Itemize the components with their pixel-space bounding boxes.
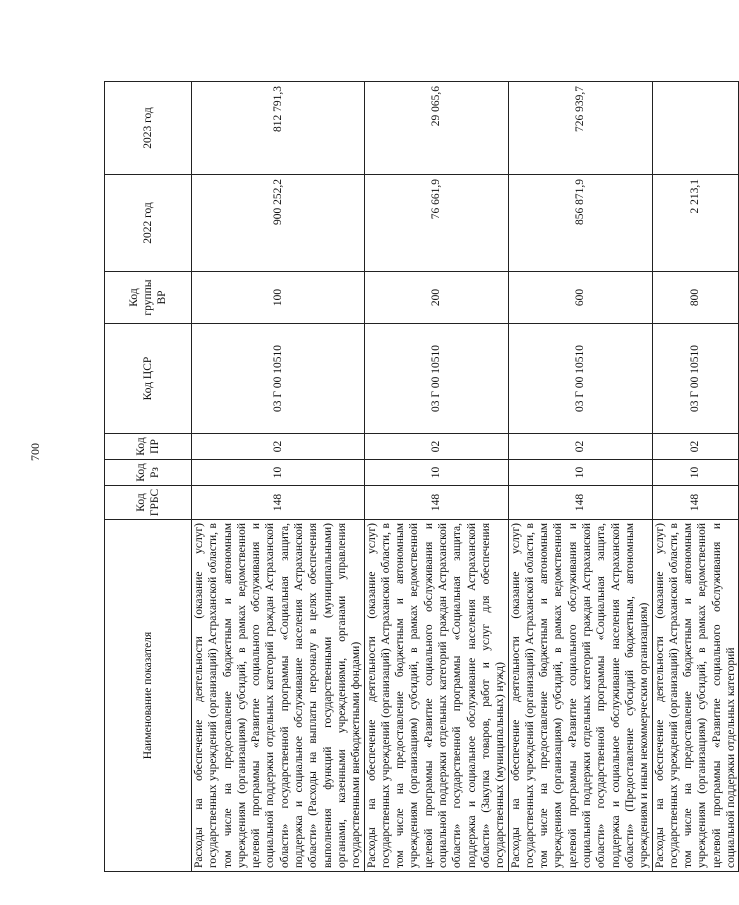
row-name: Расходы на обеспечение деятельности (оказание услуг) государственных учреждений (организаций) Астраханской области, в том числе на предоставление бюджетным и автономным учреждениям (организациям) субсидий, в рамках ведомственной целевой программы «Развитие социального обслуживания и социальной поддержки отдельных категорий xyxy=(652,520,739,872)
header-pr: Код ПР xyxy=(105,434,192,460)
row-grbs: 148 xyxy=(192,486,365,520)
row-csr: 03 Г 00 10510 xyxy=(508,324,652,434)
table-row xyxy=(192,82,365,872)
row-name: Расходы на обеспечение деятельности (оказание услуг) государственных учреждений (организаций) Астраханской области, в том числе на предоставление бюджетным и автономным учреждениям (организациям) субсидий, в рамках ведомственной целевой программы «Развитие социального обслуживания и социальной поддержки отдельных категорий граждан Астраханской области» государственной программы «Социальная защита, поддержка и социальное обслуживание населения Астраханской области» (Предоставление субсидий бюджетным, автономным учреждениям и иным некоммерческим организациям) xyxy=(508,520,652,872)
row-name: Расходы на обеспечение деятельности (оказание услуг) государственных учреждений (организаций) Астраханской области, в том числе на предоставление бюджетным и автономным учреждениям (организациям) субсидий, в рамках ведомственной целевой программы «Развитие социального обслуживания и социальной поддержки отдельных категорий граждан Астраханской области» государственной программы «Социальная защита, поддержка и социальное обслуживание населения Астраханской области» (Закупка товаров, работ и услуг для обеспечения государственных (муниципальных) нужд) xyxy=(364,520,508,872)
row-2022: 76 661,9 xyxy=(364,175,508,272)
row-csr: 03 Г 00 10510 xyxy=(652,324,739,434)
row-vr: 200 xyxy=(364,272,508,324)
header-grbs: Код ГРБС xyxy=(105,486,192,520)
row-pr: 02 xyxy=(192,434,365,460)
row-vr: 600 xyxy=(508,272,652,324)
row-pr: 02 xyxy=(364,434,508,460)
budget-table xyxy=(104,81,739,872)
row-2022: 2 213,1 xyxy=(652,175,739,272)
row-rz: 10 xyxy=(508,460,652,486)
row-pr: 02 xyxy=(652,434,739,460)
row-grbs: 148 xyxy=(364,486,508,520)
page-number: 700 xyxy=(28,443,42,461)
row-vr: 800 xyxy=(652,272,739,324)
header-name: Наименование показателя xyxy=(105,520,192,872)
row-grbs: 148 xyxy=(652,486,739,520)
row-vr: 100 xyxy=(192,272,365,324)
row-csr: 03 Г 00 10510 xyxy=(364,324,508,434)
row-rz: 10 xyxy=(364,460,508,486)
row-rz: 10 xyxy=(652,460,739,486)
row-2022: 856 871,9 xyxy=(508,175,652,272)
header-2022: 2022 год xyxy=(105,175,192,272)
row-name: Расходы на обеспечение деятельности (оказание услуг) государственных учреждений (организаций) Астраханской области, в том числе на предоставление бюджетным и автономным учреждениям (организациям) субсидий, в рамках ведомственной целевой программы «Развитие социального обслуживания и социальной поддержки отдельных категорий граждан Астраханской области» государственной программы «Социальная защита, поддержка и социальное обслуживание населения Астраханской области» (Расходы на выплаты персоналу в целях обеспечения выполнения функций государственными (муниципальными) органами, казенными учреждениями, органами управления государственными внебюджетными фондами) xyxy=(192,520,365,872)
row-csr: 03 Г 00 10510 xyxy=(192,324,365,434)
row-2022: 900 252,2 xyxy=(192,175,365,272)
row-2023: 812 791,3 xyxy=(192,82,365,175)
table-row xyxy=(652,82,739,872)
header-2023: 2023 год xyxy=(105,82,192,175)
row-grbs: 148 xyxy=(508,486,652,520)
row-2023: 29 065,6 xyxy=(364,82,508,175)
header-csr: Код ЦСР xyxy=(105,324,192,434)
row-2023 xyxy=(652,82,739,175)
row-2023: 726 939,7 xyxy=(508,82,652,175)
table-row xyxy=(508,82,652,872)
header-row xyxy=(105,82,192,872)
row-pr: 02 xyxy=(508,434,652,460)
header-vr: Код группы ВР xyxy=(105,272,192,324)
row-rz: 10 xyxy=(192,460,365,486)
header-rz: Код Рз xyxy=(105,460,192,486)
table-row xyxy=(364,82,508,872)
